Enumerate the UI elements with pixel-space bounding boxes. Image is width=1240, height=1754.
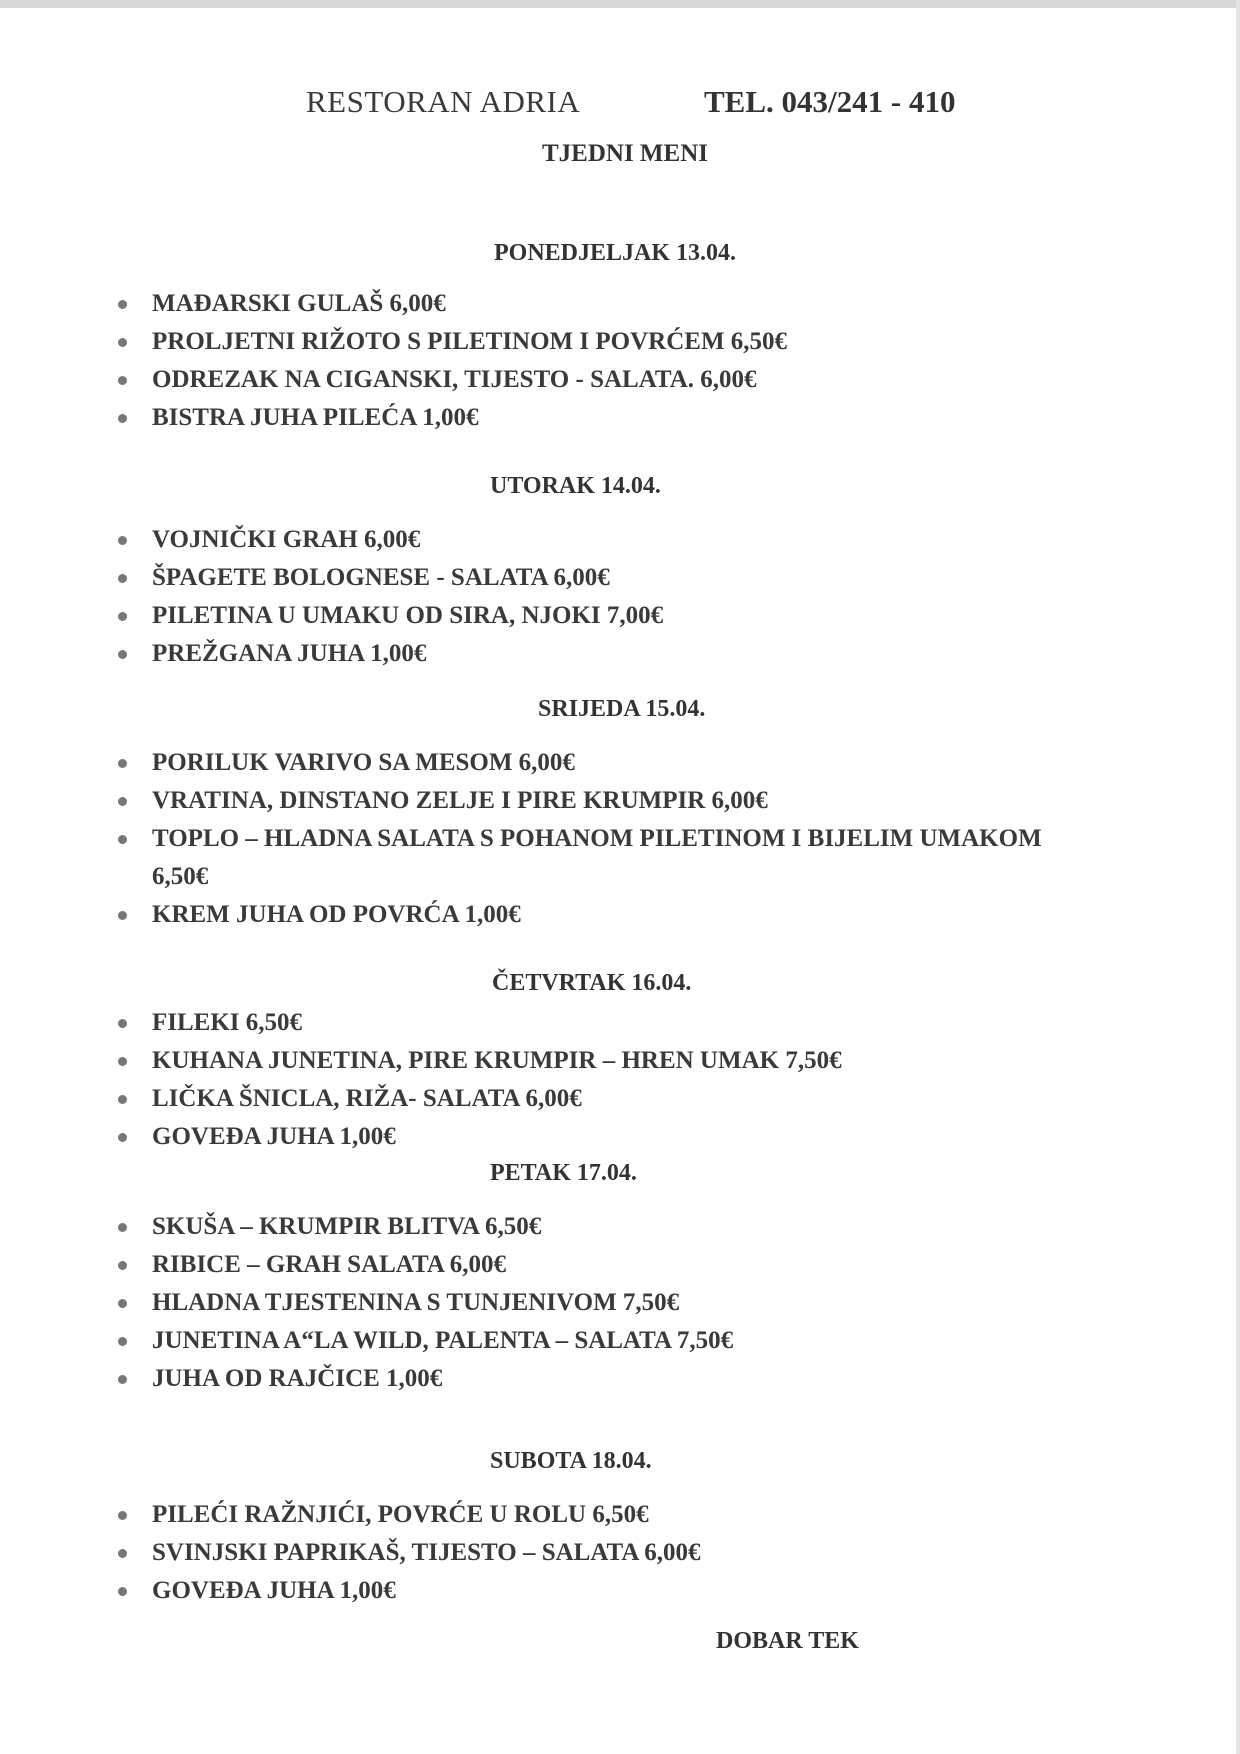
- list-item: PORILUK VARIVO SA MESOM 6,00€: [118, 744, 1072, 782]
- list-item: JUNETINA A“LA WILD, PALENTA – SALATA 7,50€: [118, 1322, 733, 1360]
- list-item: HLADNA TJESTENINA S TUNJENIVOM 7,50€: [118, 1284, 733, 1322]
- list-item: GOVEĐA JUHA 1,00€: [118, 1118, 842, 1156]
- list-item: ODREZAK NA CIGANSKI, TIJESTO - SALATA. 6,00€: [118, 361, 787, 399]
- bullet-icon: [118, 300, 127, 309]
- bullet-icon: [118, 1511, 127, 1520]
- day-heading-tuesday: UTORAK 14.04.: [490, 473, 661, 499]
- list-item: VRATINA, DINSTANO ZELJE I PIRE KRUMPIR 6,00€: [118, 782, 1072, 820]
- scan-edge-right: [1236, 0, 1240, 1754]
- list-item: PREŽGANA JUHA 1,00€: [118, 635, 663, 673]
- menu-list-wednesday: [118, 744, 1072, 934]
- bullet-icon: [118, 1299, 127, 1308]
- bullet-icon: [118, 650, 127, 659]
- bullet-icon: [118, 338, 127, 347]
- bullet-icon: [118, 911, 127, 920]
- bullet-icon: [118, 1095, 127, 1104]
- list-item: ŠPAGETE BOLOGNESE - SALATA 6,00€: [118, 559, 663, 597]
- bullet-icon: [118, 1587, 127, 1596]
- list-item: BISTRA JUHA PILEĆA 1,00€: [118, 399, 787, 437]
- bullet-icon: [118, 414, 127, 423]
- day-heading-thursday: ČETVRTAK 16.04.: [492, 970, 692, 996]
- list-item: PILEĆI RAŽNJIĆI, POVRĆE U ROLU 6,50€: [118, 1496, 701, 1534]
- bullet-icon: [118, 1019, 127, 1028]
- menu-list-monday: [118, 285, 787, 437]
- bullet-icon: [118, 376, 127, 385]
- list-item: VOJNIČKI GRAH 6,00€: [118, 521, 663, 559]
- list-item: SVINJSKI PAPRIKAŠ, TIJESTO – SALATA 6,00€: [118, 1534, 701, 1572]
- day-heading-friday: PETAK 17.04.: [490, 1160, 637, 1186]
- restaurant-name: RESTORAN ADRIA: [306, 84, 581, 119]
- scan-edge-top: [0, 0, 1240, 8]
- footer-closing: DOBAR TEK: [716, 1628, 859, 1654]
- list-item: FILEKI 6,50€: [118, 1004, 842, 1042]
- bullet-icon: [118, 1549, 127, 1558]
- list-item: RIBICE – GRAH SALATA 6,00€: [118, 1246, 733, 1284]
- list-item: PILETINA U UMAKU OD SIRA, NJOKI 7,00€: [118, 597, 663, 635]
- header: [0, 84, 1240, 124]
- list-item: KUHANA JUNETINA, PIRE KRUMPIR – HREN UMAK 7,50€: [118, 1042, 842, 1080]
- menu-list-saturday: [118, 1496, 701, 1610]
- bullet-icon: [118, 574, 127, 583]
- list-item: GOVEĐA JUHA 1,00€: [118, 1572, 701, 1610]
- phone-number: TEL. 043/241 - 410: [704, 84, 956, 119]
- menu-list-friday: [118, 1208, 733, 1398]
- bullet-icon: [118, 1133, 127, 1142]
- day-heading-monday: PONEDJELJAK 13.04.: [494, 240, 737, 266]
- list-item: LIČKA ŠNICLA, RIŽA- SALATA 6,00€: [118, 1080, 842, 1118]
- bullet-icon: [118, 759, 127, 768]
- bullet-icon: [118, 1057, 127, 1066]
- bullet-icon: [118, 835, 127, 844]
- bullet-icon: [118, 612, 127, 621]
- bullet-icon: [118, 1261, 127, 1270]
- list-item: KREM JUHA OD POVRĆA 1,00€: [118, 896, 1072, 934]
- list-item: JUHA OD RAJČICE 1,00€: [118, 1360, 733, 1398]
- menu-list-thursday: [118, 1004, 842, 1156]
- menu-title: TJEDNI MENI: [542, 140, 708, 167]
- bullet-icon: [118, 797, 127, 806]
- list-item: TOPLO – HLADNA SALATA S POHANOM PILETINOM I BIJELIM UMAKOM 6,50€: [118, 820, 1072, 896]
- bullet-icon: [118, 1375, 127, 1384]
- list-item: SKUŠA – KRUMPIR BLITVA 6,50€: [118, 1208, 733, 1246]
- day-heading-wednesday: SRIJEDA 15.04.: [538, 696, 706, 722]
- bullet-icon: [118, 1223, 127, 1232]
- bullet-icon: [118, 536, 127, 545]
- list-item: PROLJETNI RIŽOTO S PILETINOM I POVRĆEM 6,50€: [118, 323, 787, 361]
- list-item: MAĐARSKI GULAŠ 6,00€: [118, 285, 787, 323]
- day-heading-saturday: SUBOTA 18.04.: [490, 1448, 652, 1474]
- menu-list-tuesday: [118, 521, 663, 673]
- bullet-icon: [118, 1337, 127, 1346]
